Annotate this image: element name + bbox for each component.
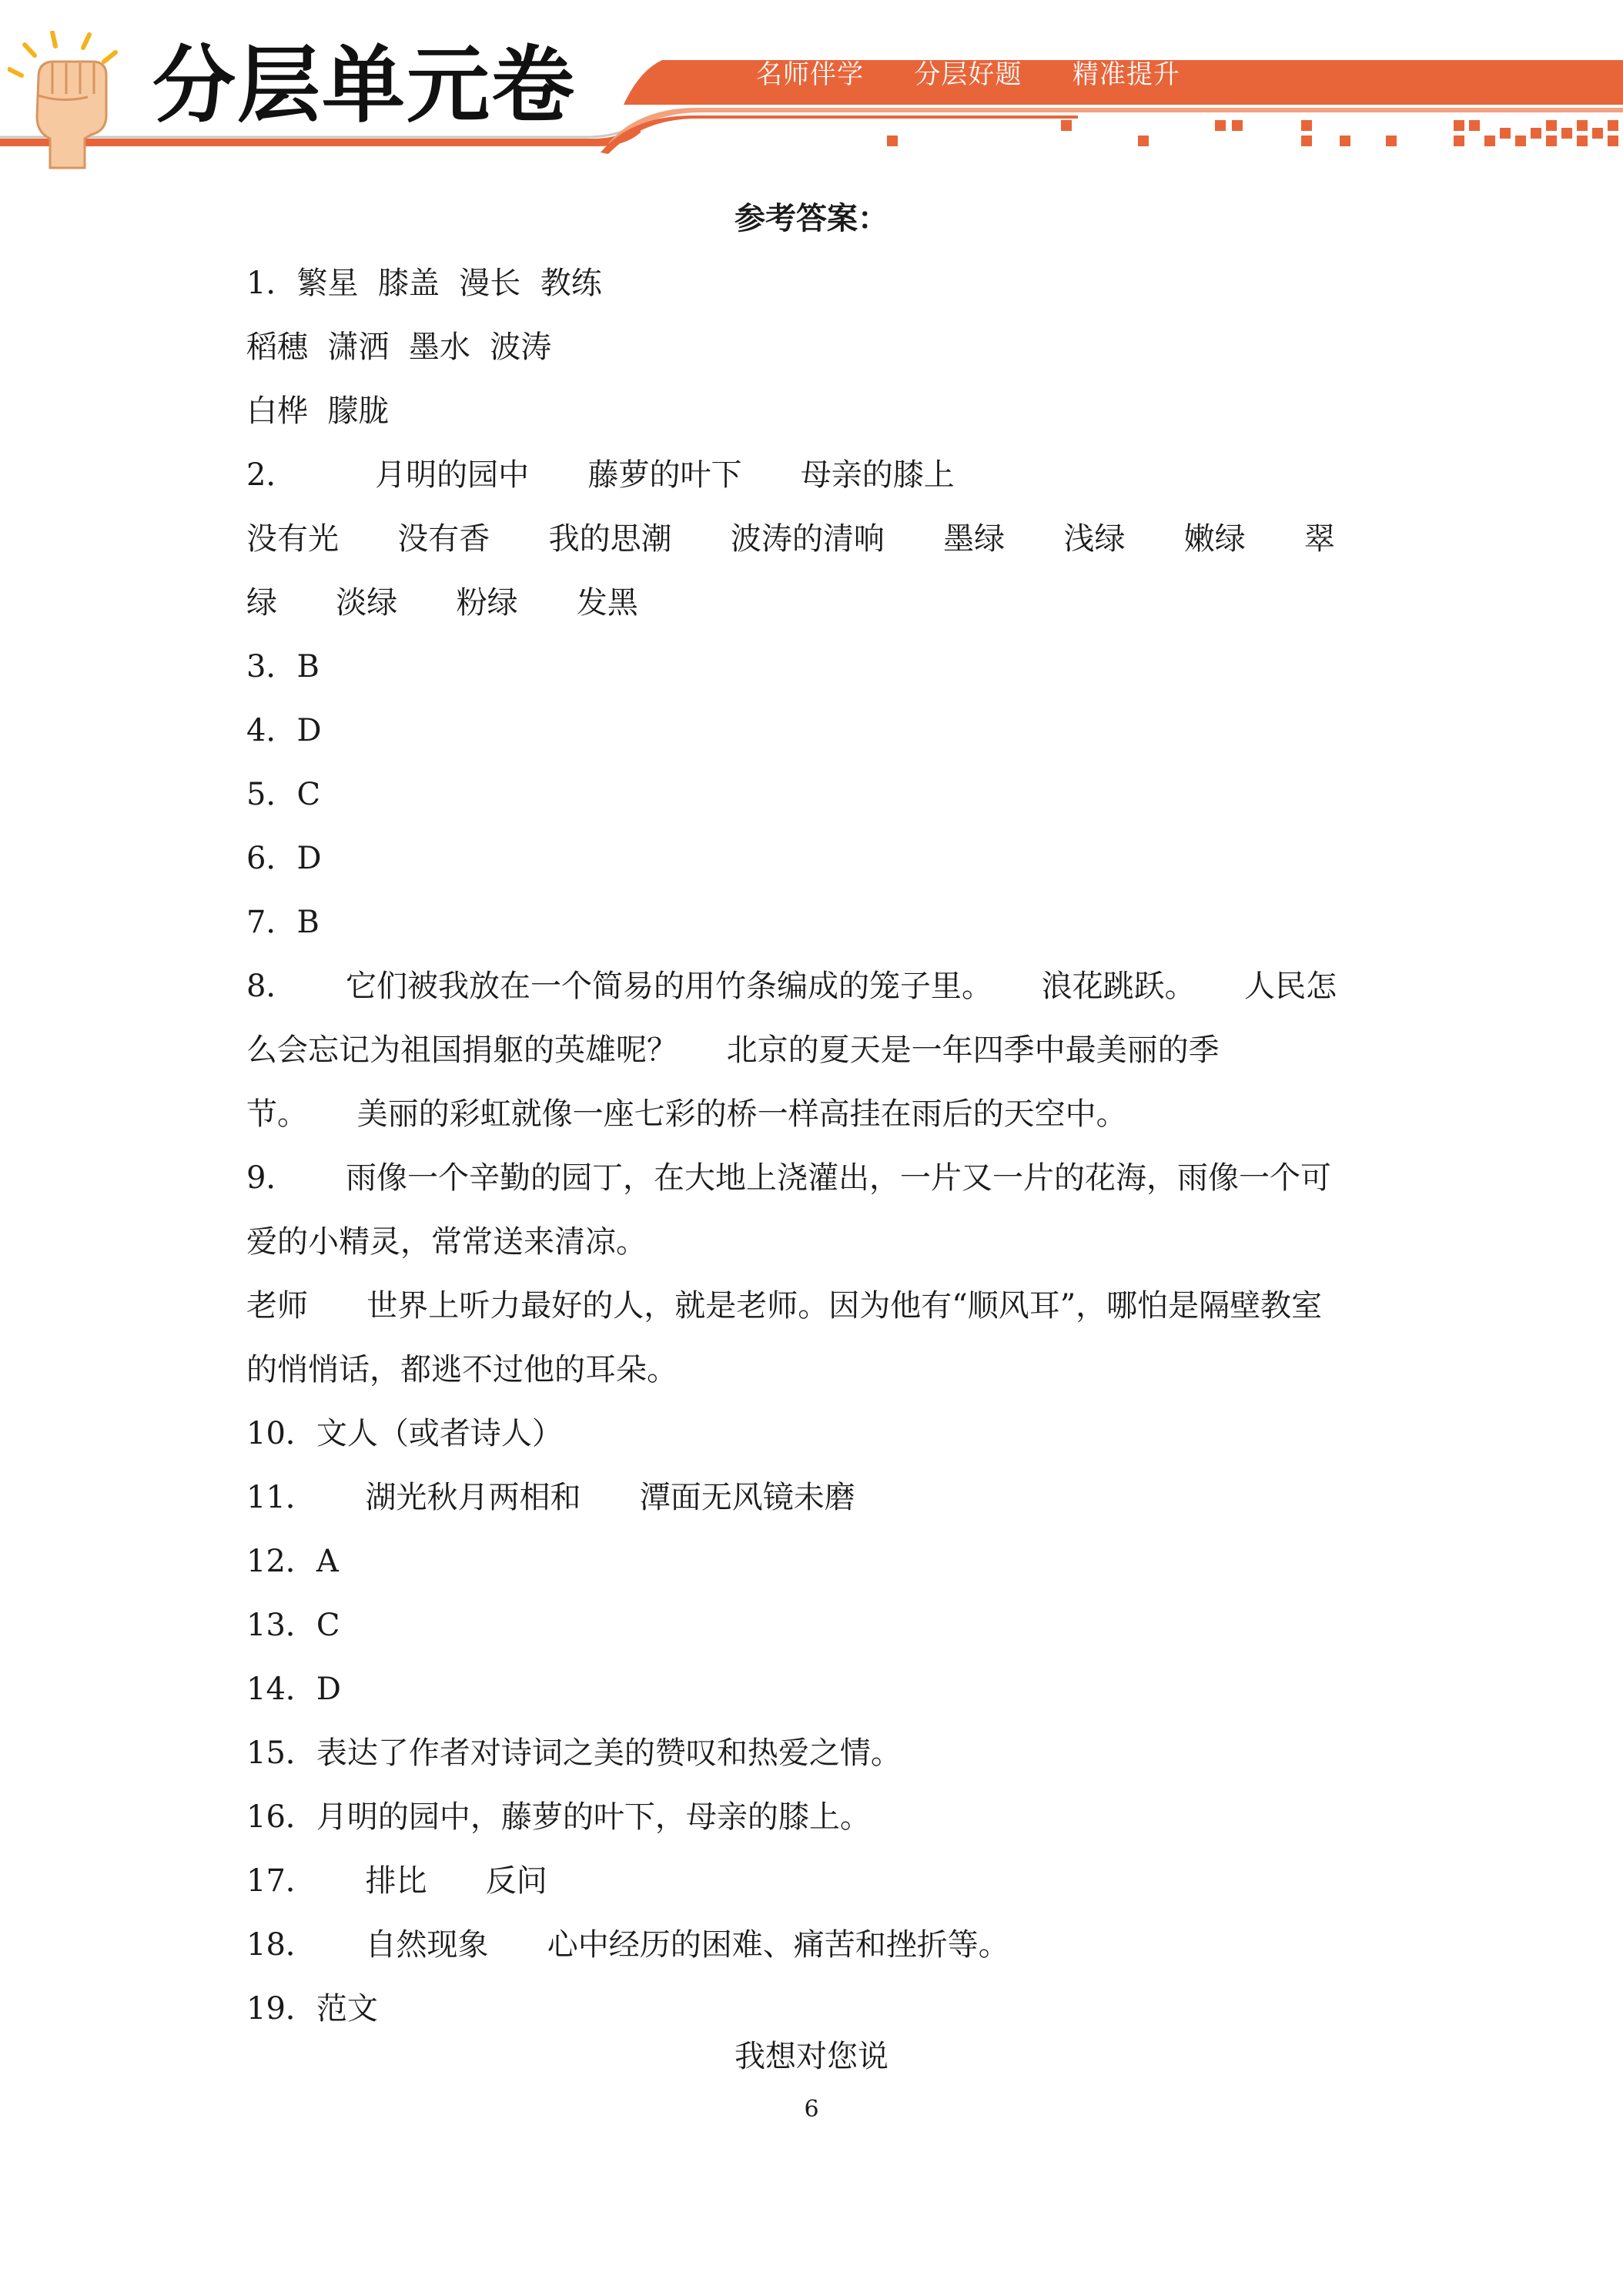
pixel-decoration bbox=[887, 120, 1618, 146]
raised-fist-icon bbox=[8, 31, 139, 169]
answer-line: 12．A bbox=[246, 1544, 339, 1579]
page-header bbox=[0, 0, 1623, 177]
answer-line: 稻穗 潇洒 墨水 波涛 bbox=[246, 330, 552, 365]
answer-line: 10．文人（或者诗人） bbox=[246, 1416, 563, 1451]
answer-line: 18． 自然现象 心中经历的困难、痛苦和挫折等。 bbox=[246, 1927, 1009, 1963]
answer-line: 6．D bbox=[246, 841, 322, 876]
answer-line: 8． 它们被我放在一个简易的用竹条编成的笼子里。 浪花跳跃。 人民怎 bbox=[246, 969, 1337, 1004]
answer-line: 15．表达了作者对诗词之美的赞叹和热爱之情。 bbox=[246, 1735, 902, 1771]
answer-line: 没有光 没有香 我的思潮 波涛的清响 墨绿 浅绿 嫩绿 翠 bbox=[246, 521, 1336, 557]
answer-line: 老师 世界上听力最好的人，就是老师。因为他有“顺风耳”，哪怕是隔壁教室 bbox=[246, 1288, 1323, 1324]
answer-line: 白桦 朦胧 bbox=[246, 393, 390, 429]
essay-title: 我想对您说 bbox=[735, 2039, 888, 2074]
answer-line: 节。 美丽的彩虹就像一座七彩的桥一样高挂在雨后的天空中。 bbox=[246, 1096, 1127, 1132]
answer-line: 4．D bbox=[246, 713, 322, 748]
answer-line: 绿 淡绿 粉绿 发黑 bbox=[246, 585, 638, 621]
answer-line: 7．B bbox=[246, 905, 320, 940]
answer-list bbox=[246, 252, 1401, 2041]
answer-line: 1．繁星 膝盖 漫长 教练 bbox=[246, 266, 602, 301]
answer-line: 么会忘记为祖国捐躯的英雄呢？ 北京的夏天是一年四季中最美丽的季 bbox=[246, 1033, 1220, 1068]
answer-line: 16．月明的园中，藤萝的叶下，母亲的膝上。 bbox=[246, 1799, 871, 1835]
answer-line: 17． 排比 反问 bbox=[246, 1863, 547, 1899]
answer-key-title: 参考答案： bbox=[735, 200, 888, 236]
answer-line: 11． 湖光秋月两相和 潭面无风镜未磨 bbox=[246, 1480, 855, 1515]
answer-line: 爱的小精灵，常常送来清凉。 bbox=[246, 1224, 647, 1260]
page-number: 6 bbox=[804, 2096, 819, 2123]
brand-title: 分层单元卷 bbox=[152, 38, 577, 134]
answer-line: 的悄悄话，都逃不过他的耳朵。 bbox=[246, 1352, 678, 1387]
header-slogan: 名师伴学 分层好题 精准提升 bbox=[756, 59, 1180, 90]
answer-line: 3．B bbox=[246, 649, 320, 684]
answer-line: 2． 月明的园中 藤萝的叶下 母亲的膝上 bbox=[246, 457, 955, 493]
answer-line: 14．D bbox=[246, 1672, 341, 1707]
answer-line: 19．范文 bbox=[246, 1991, 378, 2027]
answer-line: 9． 雨像一个辛勤的园丁，在大地上浇灌出，一片又一片的花海，雨像一个可 bbox=[246, 1160, 1332, 1196]
answer-line: 13．C bbox=[246, 1608, 340, 1643]
answer-line: 5．C bbox=[246, 777, 321, 812]
